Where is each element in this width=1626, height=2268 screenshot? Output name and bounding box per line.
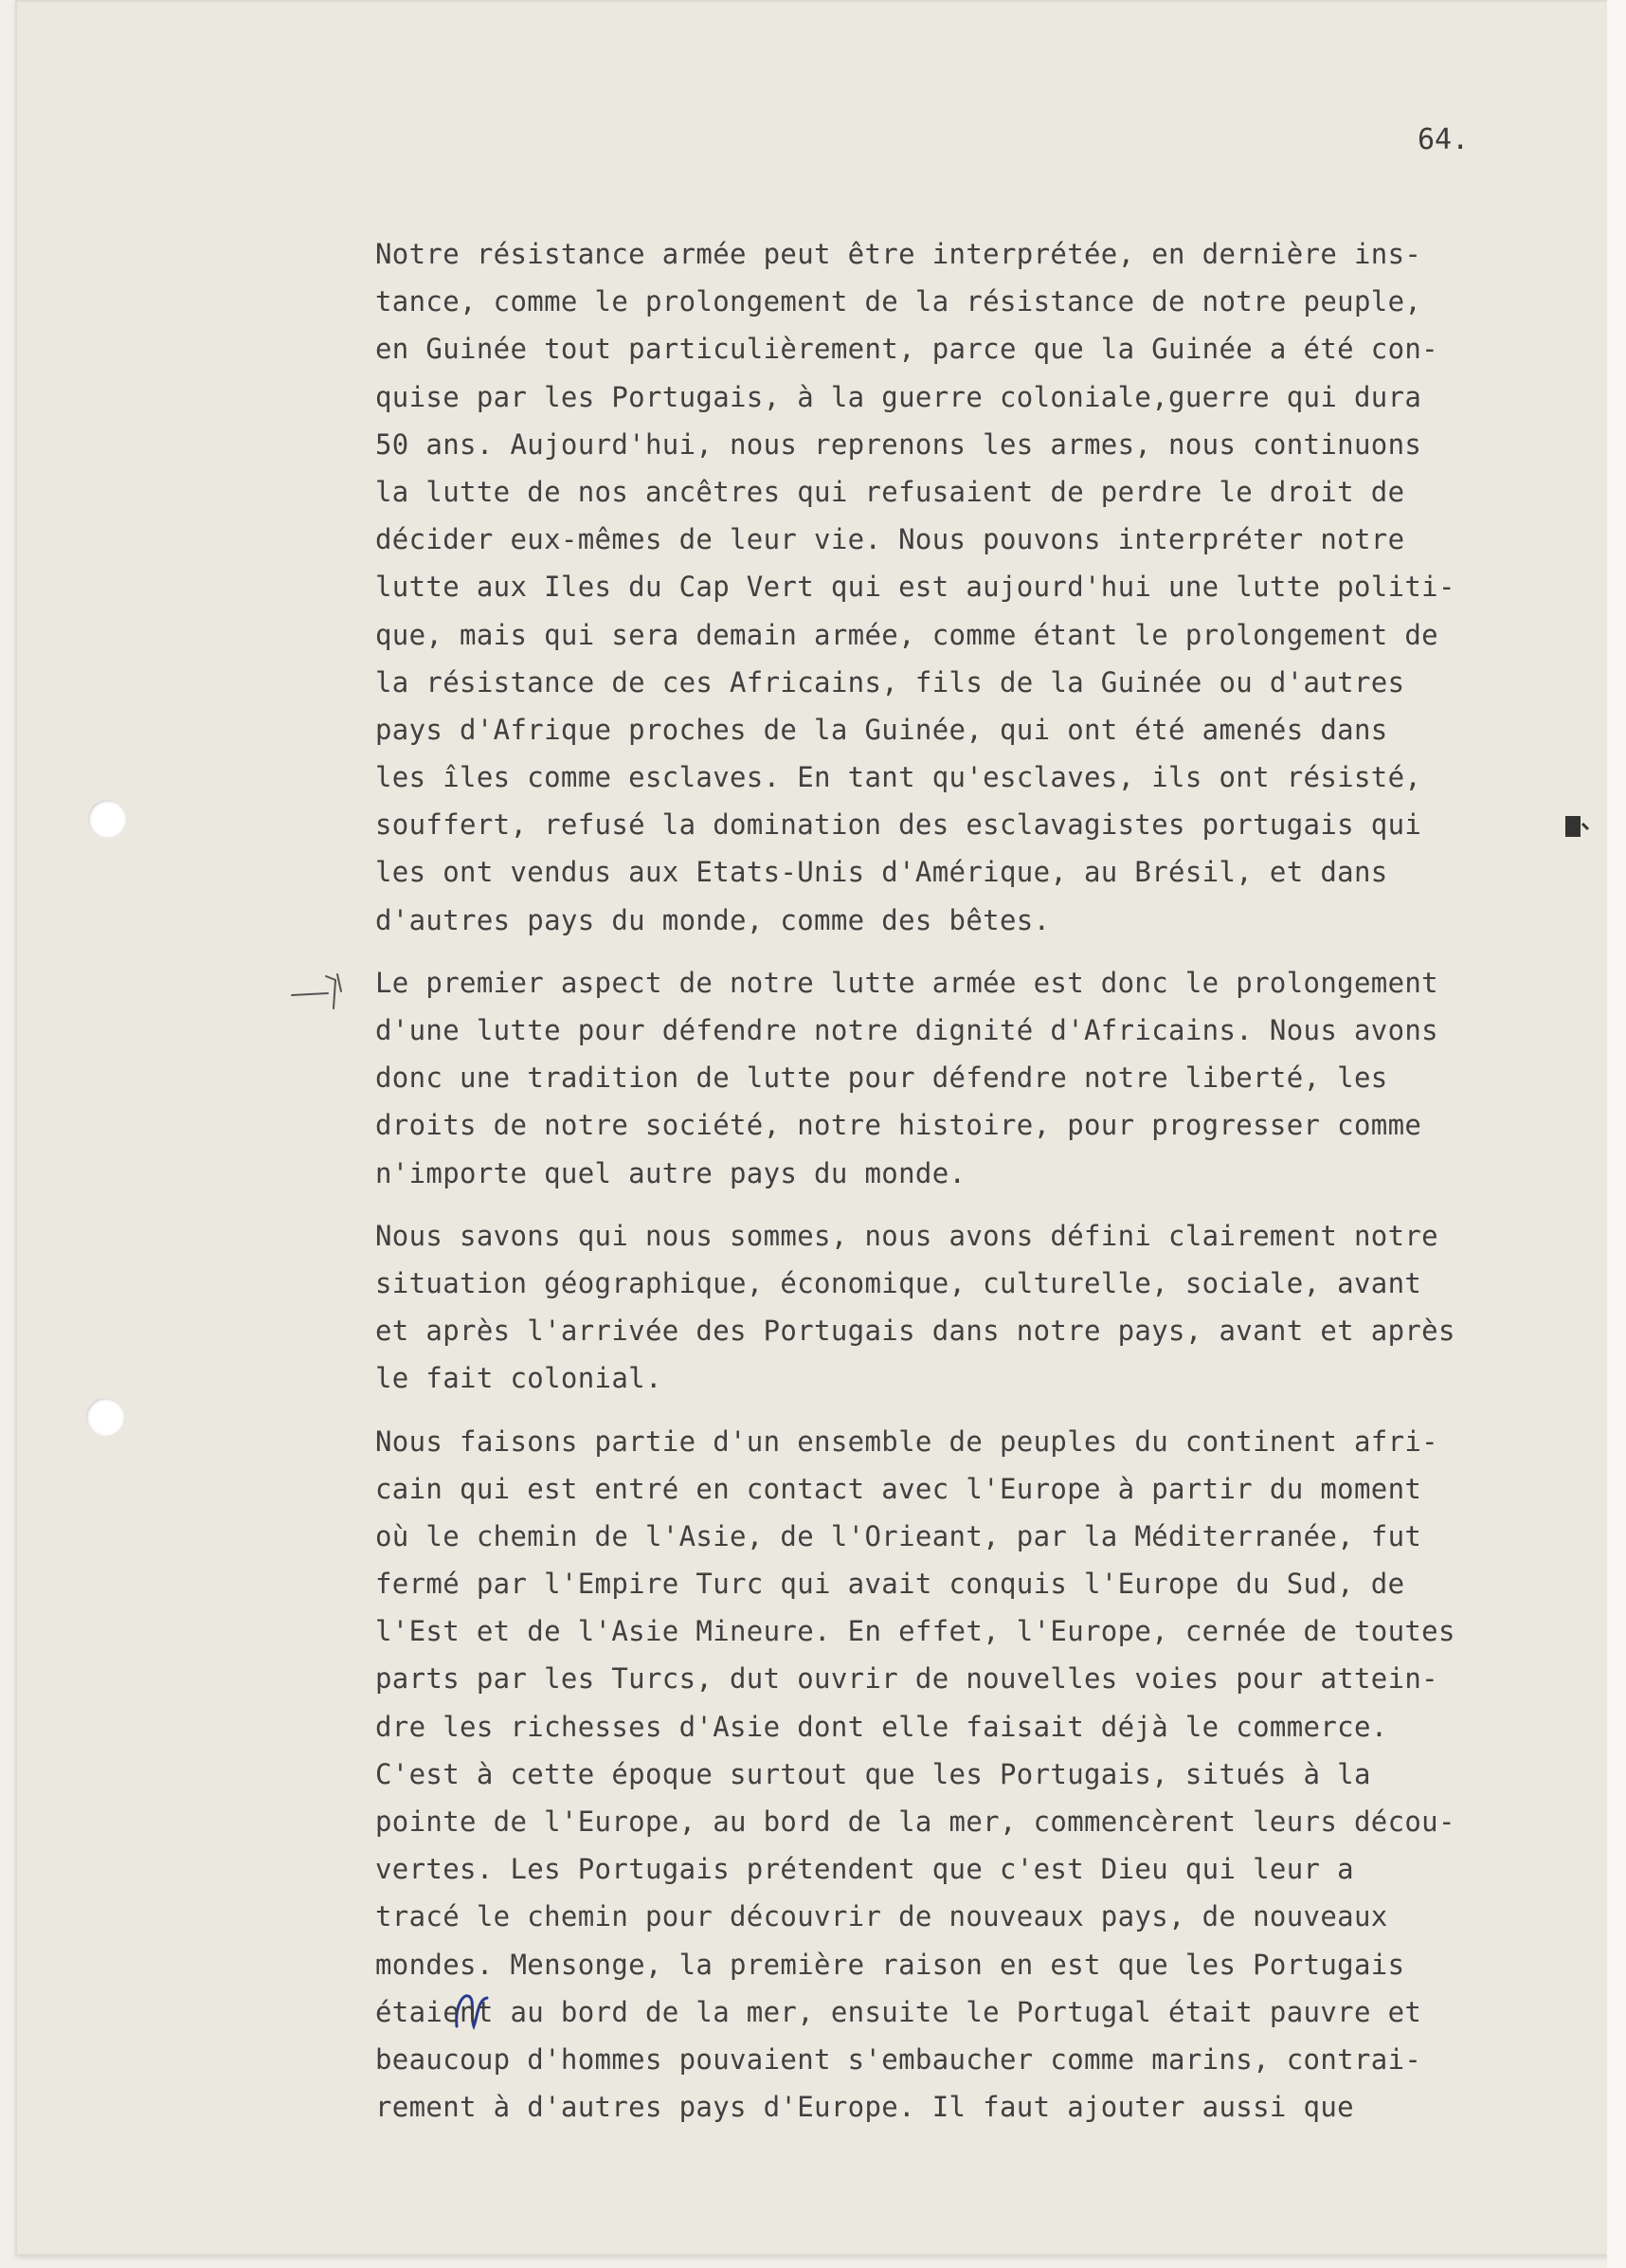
scan-edge bbox=[1607, 0, 1626, 2268]
paragraph-who-we-are bbox=[375, 1212, 1607, 1403]
margin-annotation-mark bbox=[290, 967, 360, 1012]
text-line: les îles comme esclaves. En tant qu'esclaves, ils ont résisté, bbox=[375, 761, 1422, 794]
page-number: 64. bbox=[1418, 123, 1470, 156]
punch-hole-top bbox=[88, 800, 126, 838]
text-line: donc une tradition de lutte pour défendre notre liberté, les bbox=[375, 1061, 1388, 1095]
punch-hole-bottom bbox=[86, 1398, 124, 1436]
text-line: cain qui est entré en contact avec l'Europe à partir du moment bbox=[375, 1472, 1422, 1505]
text-line: droits de notre société, notre histoire, pour progresser comme bbox=[375, 1109, 1422, 1142]
text-line: n'importe quel autre pays du monde. bbox=[375, 1156, 967, 1189]
text-line: l'Est et de l'Asie Mineure. En effet, l'Europe, cernée de toutes bbox=[375, 1615, 1455, 1648]
text-line: la lutte de nos ancêtres qui refusaient de perdre le droit de bbox=[375, 475, 1405, 508]
text-line: décider eux-mêmes de leur vie. Nous pouvons interpréter notre bbox=[375, 523, 1405, 556]
text-line: dre les richesses d'Asie dont elle faisait déjà le commerce. bbox=[375, 1710, 1388, 1743]
text-line: mondes. Mensonge, la première raison en est que les Portugais bbox=[375, 1948, 1405, 1981]
text-line: tance, comme le prolongement de la résistance de notre peuple, bbox=[375, 285, 1422, 318]
text-line: Nous savons qui nous sommes, nous avons défini clairement notre bbox=[375, 1219, 1438, 1252]
text-line: Le premier aspect de notre lutte armée est donc le prolongement bbox=[375, 966, 1438, 999]
text-line: d'autres pays du monde, comme des bêtes. bbox=[375, 903, 1051, 936]
text-line: fermé par l'Empire Turc qui avait conquis l'Europe du Sud, de bbox=[375, 1568, 1405, 1601]
text-line: 50 ans. Aujourd'hui, nous reprenons les armes, nous continuons bbox=[375, 427, 1422, 461]
text-line: le fait colonial. bbox=[375, 1362, 662, 1395]
text-line: souffert, refusé la domination des esclavagistes portugais qui bbox=[375, 808, 1422, 842]
text-line: C'est à cette époque surtout que les Portugais, situés à la bbox=[375, 1757, 1371, 1790]
text-line: pays d'Afrique proches de la Guinée, qui ont été amenés dans bbox=[375, 713, 1388, 746]
paragraph-first-aspect bbox=[375, 959, 1607, 1197]
paragraph-armed-resistance bbox=[375, 230, 1607, 944]
text-line: la résistance de ces Africains, fils de la Guinée ou d'autres bbox=[375, 665, 1405, 699]
text-line: que, mais qui sera demain armée, comme étant le prolongement de bbox=[375, 618, 1438, 651]
text-line: tracé le chemin pour découvrir de nouveaux pays, de nouveaux bbox=[375, 1900, 1388, 1933]
text-line: parts par les Turcs, dut ouvrir de nouvelles voies pour attein- bbox=[375, 1662, 1438, 1696]
text-line: rement à d'autres pays d'Europe. Il faut ajouter aussi que bbox=[375, 2091, 1354, 2124]
text-line: et après l'arrivée des Portugais dans notre pays, avant et après bbox=[375, 1315, 1455, 1348]
text-line: vertes. Les Portugais prétendent que c'est Dieu qui leur a bbox=[375, 1853, 1354, 1886]
text-line: Notre résistance armée peut être interprétée, en dernière ins- bbox=[375, 238, 1422, 270]
text-line: les ont vendus aux Etats-Unis d'Amérique, au Brésil, et dans bbox=[375, 856, 1388, 889]
text-line: quise par les Portugais, à la guerre coloniale,guerre qui dura bbox=[375, 380, 1422, 413]
text-line: en Guinée tout particulièrement, parce que la Guinée a été con- bbox=[375, 333, 1438, 366]
text-line: d'une lutte pour défendre notre dignité d'Africains. Nous avons bbox=[375, 1014, 1438, 1046]
paragraph-contact-with-europe bbox=[375, 1418, 1607, 2132]
text-line: Nous faisons partie d'un ensemble de peuples du continent afri- bbox=[375, 1424, 1438, 1458]
text-line: pointe de l'Europe, au bord de la mer, commencèrent leurs décou- bbox=[375, 1805, 1455, 1838]
text-line: lutte aux Iles du Cap Vert qui est aujourd'hui une lutte politi- bbox=[375, 571, 1455, 604]
text-line: où le chemin de l'Asie, de l'Orieant, par la Méditerranée, fut bbox=[375, 1519, 1422, 1552]
text-line: étaient au bord de la mer, ensuite le Portugal était pauvre et bbox=[375, 1995, 1422, 2028]
typed-body-text bbox=[375, 230, 1607, 2146]
text-line: situation géographique, économique, culturelle, sociale, avant bbox=[375, 1266, 1422, 1299]
text-line: beaucoup d'hommes pouvaient s'embaucher comme marins, contrai- bbox=[375, 2042, 1422, 2076]
